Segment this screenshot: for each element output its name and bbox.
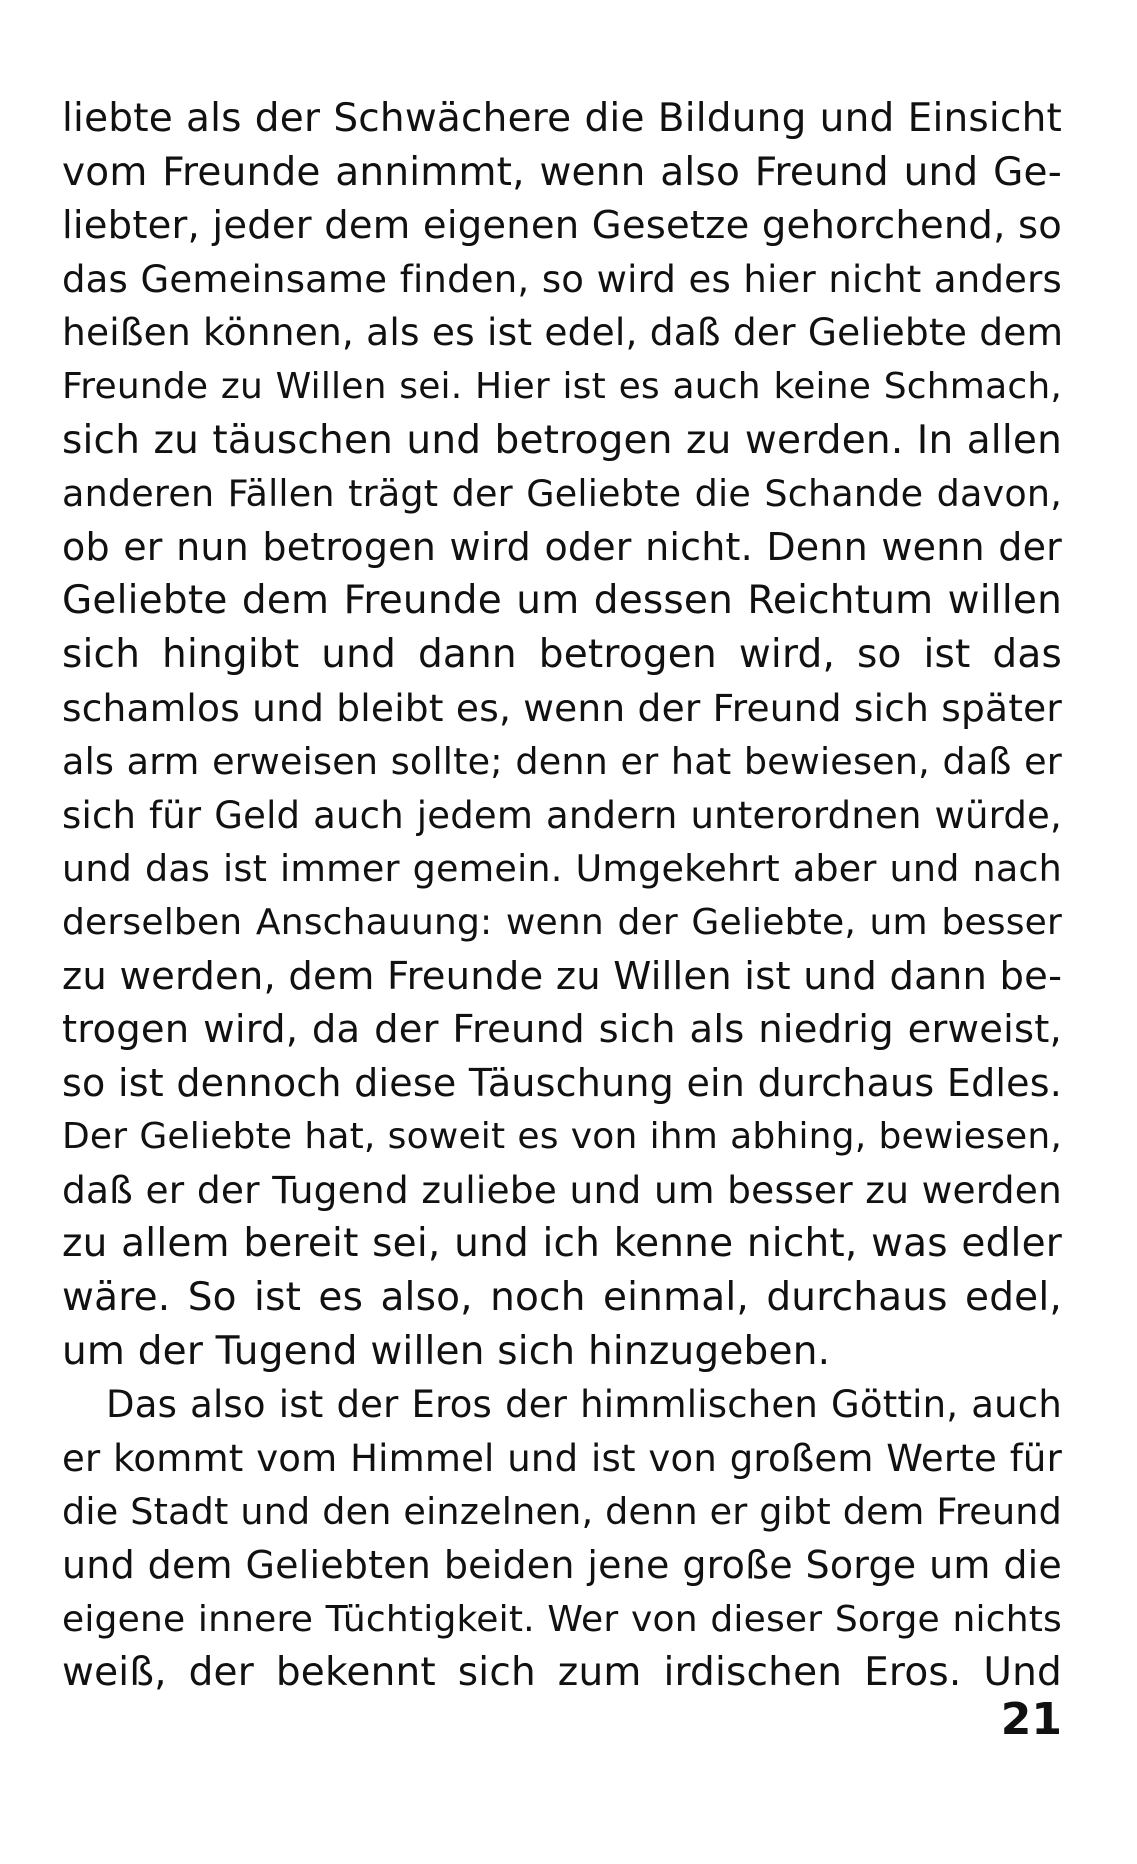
text-line: heißen können, als es ist edel, daß der Geliebte dem — [62, 310, 1064, 355]
text-line: liebter, jeder dem eigenen Gesetze gehorchend, so — [62, 203, 1062, 249]
text-line: eigene innere Tüchtigkeit. Wer von dieser Sorge nichts — [62, 1598, 1062, 1640]
text-line: und das ist immer gemein. Umgekehrt aber und nach — [62, 847, 1062, 891]
paragraph-1 — [62, 92, 1062, 1378]
text-line: als arm erweisen sollte; denn er hat bewiesen, daß er — [62, 740, 1062, 784]
text-line: zu werden, dem Freunde zu Willen ist und dann be- — [62, 953, 1063, 999]
text-line: daß er der Tugend zuliebe und um besser zu werden — [62, 1167, 1062, 1212]
text-line: trogen wird, da der Freund sich als niedrig erweist, — [62, 1007, 1062, 1053]
text-line: schamlos und bleibt es, wenn der Freund sich später — [62, 685, 1062, 730]
text-line: das Gemeinsame finden, so wird es hier nicht anders — [62, 257, 1062, 301]
body-text — [62, 92, 1062, 1700]
text-line: die Stadt und den einzelnen, denn er gibt dem Freund — [62, 1490, 1062, 1534]
text-line: Das also ist der Eros der himmlischen Göttin, auch — [106, 1383, 1062, 1427]
text-line: sich zu täuschen und betrogen zu werden. In allen — [62, 417, 1062, 463]
text-line: zu allem bereit sei, und ich kenne nicht, was edler — [62, 1221, 1062, 1267]
text-line: Freunde zu Willen sei. Hier ist es auch keine Schmach, — [62, 365, 1062, 407]
text-line: sich hingibt und dann betrogen wird, so ist das — [62, 631, 1062, 677]
text-line: um der Tugend willen sich hinzugeben. — [62, 1328, 831, 1374]
paragraph-2 — [62, 1378, 1062, 1700]
text-line: so ist dennoch diese Täuschung ein durchaus Edles. — [62, 1060, 1062, 1105]
page-number: 21 — [1000, 1694, 1062, 1745]
text-line: anderen Fällen trägt der Geliebte die Schande davon, — [62, 472, 1062, 516]
text-line: sich für Geld auch jedem andern unterordnen würde, — [62, 793, 1062, 837]
text-line: Der Geliebte hat, soweit es von ihm abhing, bewiesen, — [62, 1116, 1062, 1158]
text-line: und dem Geliebten beiden jene große Sorge um die — [62, 1543, 1062, 1588]
text-line: vom Freunde annimmt, wenn also Freund und Ge- — [62, 149, 1062, 195]
text-line: derselben Anschauung: wenn der Geliebte, um besser — [62, 901, 1062, 943]
text-line: liebte als der Schwächere die Bildung und Einsicht — [62, 96, 1062, 141]
text-line: wäre. So ist es also, noch einmal, durchaus edel, — [62, 1275, 1062, 1321]
text-line: er kommt vom Himmel und ist von großem Werte für — [62, 1436, 1062, 1480]
text-line: ob er nun betrogen wird oder nicht. Denn wenn der — [62, 524, 1062, 569]
text-line: weiß, der bekennt sich zum irdischen Eros. Und — [62, 1650, 1062, 1696]
text-line: Geliebte dem Freunde um dessen Reichtum willen — [62, 578, 1062, 624]
